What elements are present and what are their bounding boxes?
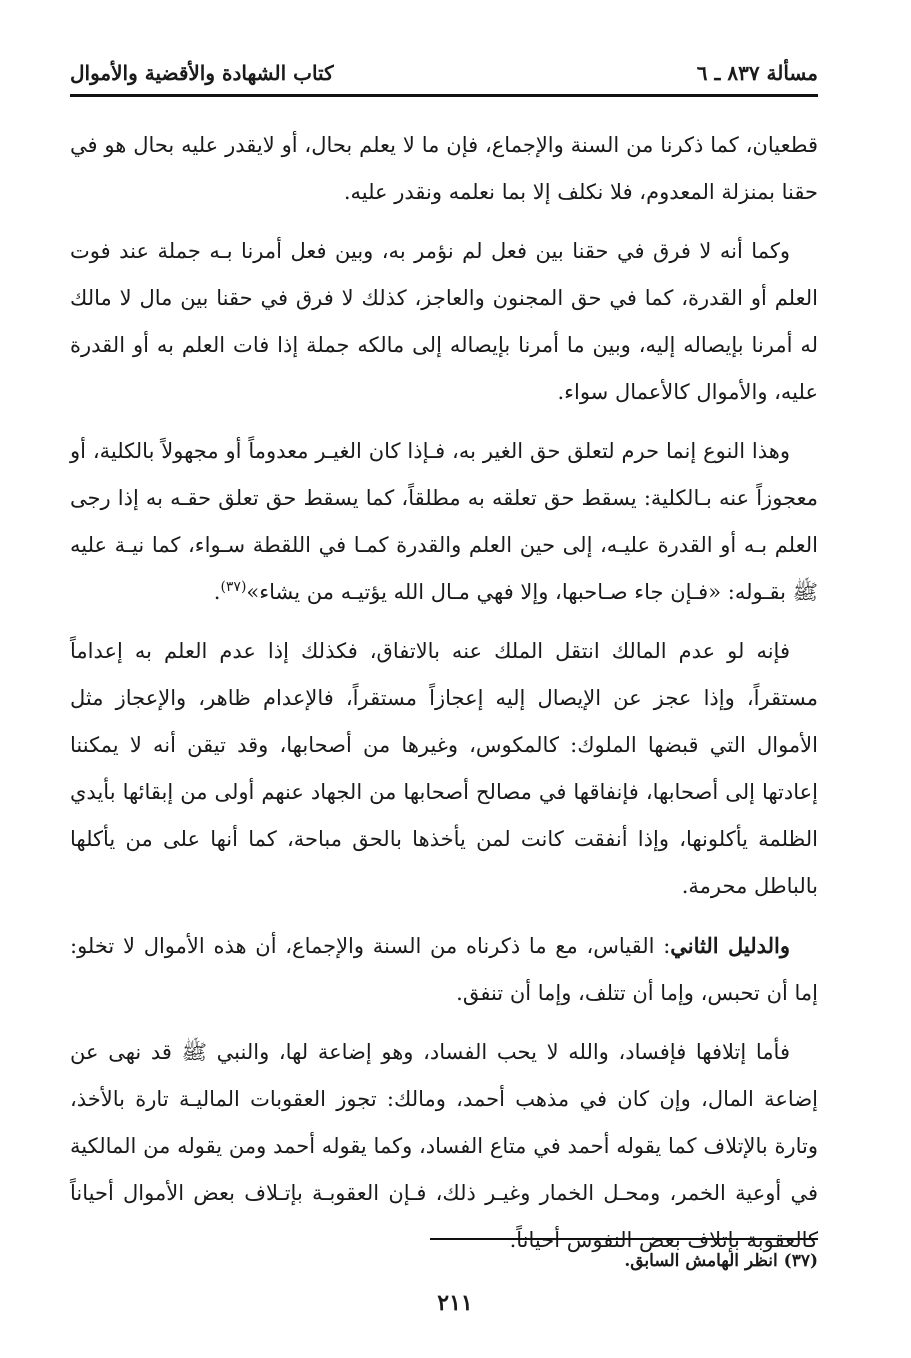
paragraph [70, 1029, 818, 1264]
paragraph-text: وهذا النوع إنما حرم لتعلق حق الغير به، فـإذا كان الغيـر معدوماً أو مجهولاً بالكلية، أو معجوزاً عنه بـالكلية: يسقط حق تعلقه به مطلقاً، كما يسقط حق تعلق حقـه به إذا رجى العلم بـه أو القدرة عليـه، إلى حين العلم والقدرة كمـا في اللقطة سـواء، كما نيـة عليه ﷺ بقـوله: «فـإن جاء صـاحبها، وإلا فهي مـال الله يؤتيـه من يشاء» [70, 439, 818, 604]
paragraph [70, 922, 818, 1017]
paragraph-text: وكما أنه لا فرق في حقنا بين فعل لم نؤمر به، وبين فعل أمرنا بـه جملة عند فوت العلم أو القدرة، كما في حق المجنون والعاجز، كذلك لا فرق في حقنا بين مال لا مالك له أمرنا بإيصاله إليه، وبين ما أمرنا بإيصاله إلى مالكه جملة إذا فات العلم به أو القدرة عليه، والأموال كالأعمال سواء. [70, 239, 818, 404]
paragraph-text: قطعيان، كما ذكرنا من السنة والإجماع، فإن ما لا يعلم بحال، أو لايقدر عليه بحال هو في حقنا بمنزلة المعدوم، فلا نكلف إلا بما نعلمه ونقدر عليه. [70, 133, 818, 204]
running-header [70, 56, 818, 90]
paragraph-tail: . [213, 580, 221, 604]
issue-label: مسألة ٨٣٧ ـ ٦ [696, 61, 818, 85]
paragraph-text: فأما إتلافها فإفساد، والله لا يحب الفساد، وهو إضاعة لها، والنبي ﷺ قد نهى عن إضاعة المال، وإن كان في مذهب أحمد، ومالك: تجوز العقوبات الماليـة تارة بالأخذ، وتارة بالإتلاف كما يقوله أحمد في متاع الفساد، وكما يقوله أحمد ومن يقوله من المالكية في أوعية الخمر، ومحـل الخمار وغيـر ذلك، فـإن العقوبـة بإتـلاف بعض الأموال أحياناً كالعقوبة بإتلاف بعض النفوس أحياناً. [70, 1040, 818, 1252]
footnote-text: (٣٧) انظر الهامش السابق. [624, 1251, 818, 1271]
body-text [70, 122, 818, 1276]
paragraph [70, 122, 818, 216]
footnote-rule [430, 1238, 818, 1240]
footnote-reference: (٣٧) [220, 579, 247, 595]
paragraph [70, 628, 818, 910]
book-title: كتاب الشهادة والأقضية والأموال [70, 61, 334, 85]
paragraph-text: فإنه لو عدم المالك انتقل الملك عنه بالاتفاق، فكذلك إذا عدم العلم به إعداماً مستقراً، وإذا عجز عن الإيصال إليه إعجازاً مستقراً، فالإعدام ظاهر، والإعجاز مثل الأموال التي قبضها الملوك: كالمكوس، وغيرها من أصحابها، وقد تيقن أنه لا يمكننا إعادتها إلى أصحابها، فإنفاقها في مصالح أصحابها من الجهاد عنهم أولى من إبقائها بأيدي الظلمة يأكلونها، وإذا أنفقت كانت لمن يأخذها بالحق مباحة، كما أنها على من يأكلها بالباطل محرمة. [70, 639, 818, 898]
page-number: ٢١١ [437, 1290, 473, 1316]
paragraph [70, 228, 818, 416]
bold-heading-run: والدليل الثاني [670, 933, 790, 958]
header-rule [70, 94, 818, 97]
footnote [70, 1248, 818, 1274]
paragraph-text: : القياس، مع ما ذكرناه من السنة والإجماع، أن هذه الأموال لا تخلو: إما أن تحبس، وإما أن تتلف، وإما أن تنفق. [70, 934, 818, 1005]
paragraph [70, 428, 818, 616]
